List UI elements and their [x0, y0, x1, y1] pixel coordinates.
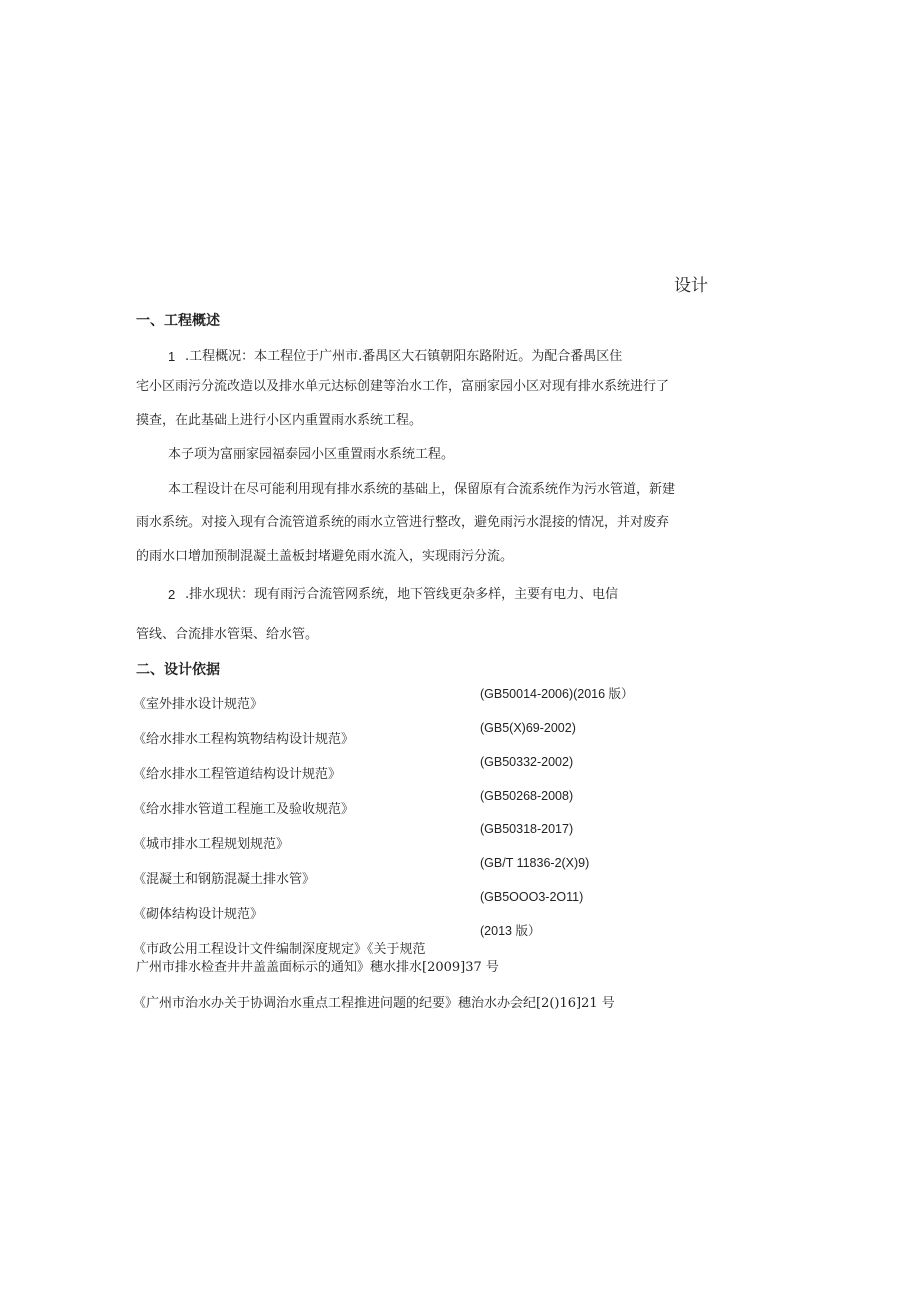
- document-title: 设计: [674, 276, 708, 296]
- reference-text: 《市政公用工程设计文件编制深度规定》《关于规范: [133, 942, 426, 957]
- standard-code: (GB50332-2002): [480, 755, 574, 769]
- reference-text: 《广州市治水办关于协调治水重点工程推进问题的纪要》穗治水办会纪[2()16]21 号: [133, 996, 615, 1011]
- section1-heading: 一、工程概述: [136, 313, 220, 329]
- paragraph-number: 2: [168, 587, 176, 602]
- standard-name: 《砌体结构设计规范》: [133, 907, 264, 922]
- section2-heading: 二、设计依据: [136, 662, 220, 678]
- reference-text: 广州市排水检查井井盖盖面标示的通知》穗水排水[2009]37 号: [136, 960, 499, 975]
- paragraph-text: 雨水系统。对接入现有合流管道系统的雨水立管进行整改，避免雨污水混接的情况，并对废弃: [136, 515, 670, 530]
- standard-code: (GB/T 11836-2(X)9): [480, 856, 590, 870]
- paragraph-text: .工程概况：本工程位于广州市.番禺区大石镇朝阳东路附近。为配合番禺区住: [185, 349, 623, 364]
- paragraph-text: 的雨水口增加预制混凝土盖板封堵避免雨水流入，实现雨污分流。: [136, 549, 514, 564]
- paragraph-text: 宅小区雨污分流改造以及排水单元达标创建等治水工作，富丽家园小区对现有排水系统进行了: [136, 379, 670, 394]
- standard-name: 《给水排水工程管道结构设计规范》: [133, 767, 342, 782]
- standard-code: (GB50014-2006)(2016 版）: [480, 687, 634, 701]
- standard-code: (GB5(X)69-2002): [480, 721, 576, 735]
- paragraph-text: 本子项为富丽家园福泰园小区重置雨水系统工程。: [168, 447, 455, 462]
- standard-code: (GB50318-2017): [480, 822, 574, 836]
- standard-name: 《混凝土和钢筋混凝土排水管》: [133, 872, 316, 887]
- paragraph-text: 本工程设计在尽可能利用现有排水系统的基础上，保留原有合流系统作为污水管道，新建: [168, 482, 676, 497]
- standard-name: 《城市排水工程规划规范》: [133, 837, 290, 852]
- standard-code: (GB5OOO3-2O11): [480, 890, 584, 904]
- paragraph-text: 管线、合流排水管渠、给水管。: [136, 627, 319, 642]
- paragraph-text: .排水现状：现有雨污合流管网系统，地下管线更杂多样，主要有电力、电信: [185, 587, 619, 602]
- standard-name: 《给水排水工程构筑物结构设计规范》: [133, 732, 355, 747]
- paragraph-text: 摸查，在此基础上进行小区内重置雨水系统工程。: [136, 413, 423, 428]
- paragraph-number: 1: [168, 349, 176, 364]
- standard-code: (GB50268-2008): [480, 789, 574, 803]
- standard-name: 《给水排水管道工程施工及验收规范》: [133, 802, 355, 817]
- standard-code: (2013 版）: [480, 924, 541, 938]
- standard-name: 《室外排水设计规范》: [133, 697, 264, 712]
